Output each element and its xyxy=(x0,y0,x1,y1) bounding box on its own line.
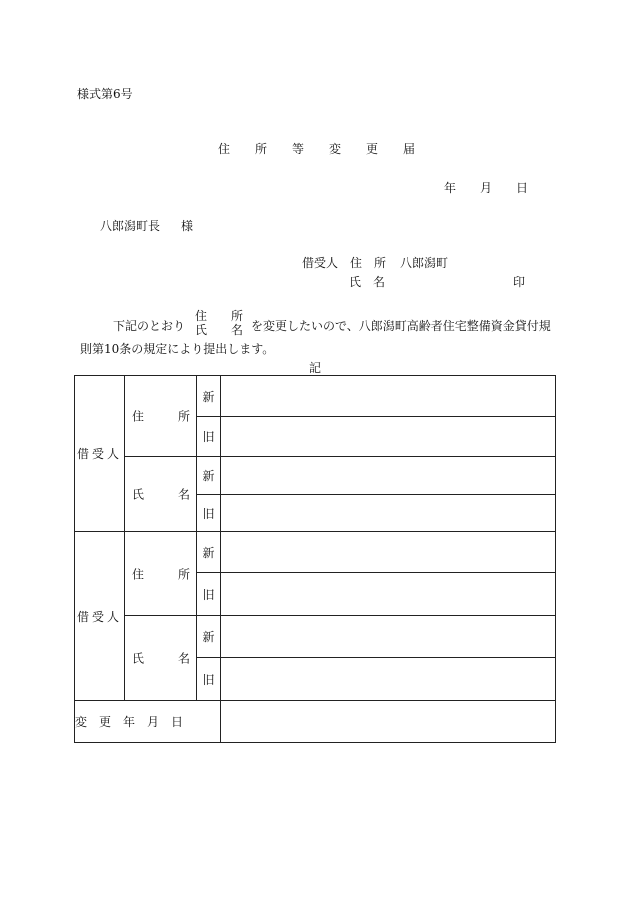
applicant-role: 借受人 xyxy=(302,256,339,270)
old-address-field[interactable] xyxy=(221,573,556,616)
change-date-char: 月 xyxy=(147,715,160,729)
title-char: 変 xyxy=(329,142,342,156)
new-label: 新 xyxy=(197,616,221,658)
choice-address-1: 住 xyxy=(195,309,208,323)
address-label-2: 所 xyxy=(177,567,190,581)
applicant-address-label-2: 所 xyxy=(374,256,387,270)
name-label-cell xyxy=(125,457,197,532)
address-label-2: 所 xyxy=(177,409,190,424)
address-label-1: 住 xyxy=(132,567,145,581)
body-prefix: 下記のとおり xyxy=(113,319,186,333)
applicant-address-line xyxy=(302,254,448,271)
borrower-cell: 借受人 xyxy=(75,376,125,532)
old-label: 旧 xyxy=(197,658,221,701)
title-char: 更 xyxy=(366,142,379,156)
address-label-cell xyxy=(125,376,197,457)
applicant-name-label-2: 名 xyxy=(373,275,386,289)
ki-heading: 記 xyxy=(309,361,322,375)
date-month: 月 xyxy=(480,181,493,195)
applicant-address-value: 八郎潟町 xyxy=(400,256,449,270)
new-address-field[interactable] xyxy=(221,532,556,573)
title-char: 所 xyxy=(255,142,268,156)
date-year: 年 xyxy=(444,181,457,195)
change-form-table xyxy=(74,375,556,743)
name-label-cell xyxy=(125,616,197,701)
applicant-address-label-1: 住 xyxy=(350,256,363,270)
date-day: 日 xyxy=(516,181,529,195)
new-label: 新 xyxy=(197,532,221,573)
body-suffix: を変更したいので、八郎潟町高齢者住宅整備資金貸付規 xyxy=(251,319,551,333)
name-label-2: 名 xyxy=(177,487,190,502)
new-label: 新 xyxy=(197,457,221,495)
document-title xyxy=(218,140,440,157)
old-label: 旧 xyxy=(197,573,221,616)
old-address-field[interactable] xyxy=(221,417,556,457)
name-label-2: 名 xyxy=(177,651,190,666)
title-char: 等 xyxy=(292,142,305,156)
old-name-field[interactable] xyxy=(221,495,556,532)
choice-name-1: 氏 xyxy=(195,323,208,337)
name-label-1: 氏 xyxy=(132,487,145,502)
change-date-char: 変 xyxy=(75,715,88,729)
form-number: 様式第6号 xyxy=(77,87,133,101)
addressee-name: 八郎潟町長 xyxy=(100,219,161,233)
change-date-field[interactable] xyxy=(221,701,556,743)
new-name-field[interactable] xyxy=(221,616,556,658)
seal-mark: 印 xyxy=(513,275,526,289)
applicant-name-label-1: 氏 xyxy=(349,275,362,289)
addressee-suffix: 様 xyxy=(181,219,194,233)
change-date-char: 年 xyxy=(123,715,136,729)
name-label-1: 氏 xyxy=(132,651,145,666)
change-date-label xyxy=(75,701,221,743)
address-label-1: 住 xyxy=(132,409,145,424)
date-line xyxy=(444,179,528,196)
new-label: 新 xyxy=(197,376,221,417)
old-label: 旧 xyxy=(197,417,221,457)
change-date-char: 日 xyxy=(171,715,184,729)
new-name-field[interactable] xyxy=(221,457,556,495)
new-address-field[interactable] xyxy=(221,376,556,417)
change-date-char: 更 xyxy=(99,715,112,729)
title-char: 住 xyxy=(218,142,231,156)
addressee xyxy=(100,217,193,234)
body-line-2: 則第10条の規定により提出します。 xyxy=(80,342,275,356)
old-name-field[interactable] xyxy=(221,658,556,701)
borrower-cell: 借受人 xyxy=(75,532,125,701)
address-label-cell xyxy=(125,532,197,616)
applicant-name-line xyxy=(349,273,385,290)
choice-name-2: 名 xyxy=(231,323,244,337)
old-label: 旧 xyxy=(197,495,221,532)
title-char: 届 xyxy=(403,142,416,156)
choice-address-2: 所 xyxy=(231,309,244,323)
